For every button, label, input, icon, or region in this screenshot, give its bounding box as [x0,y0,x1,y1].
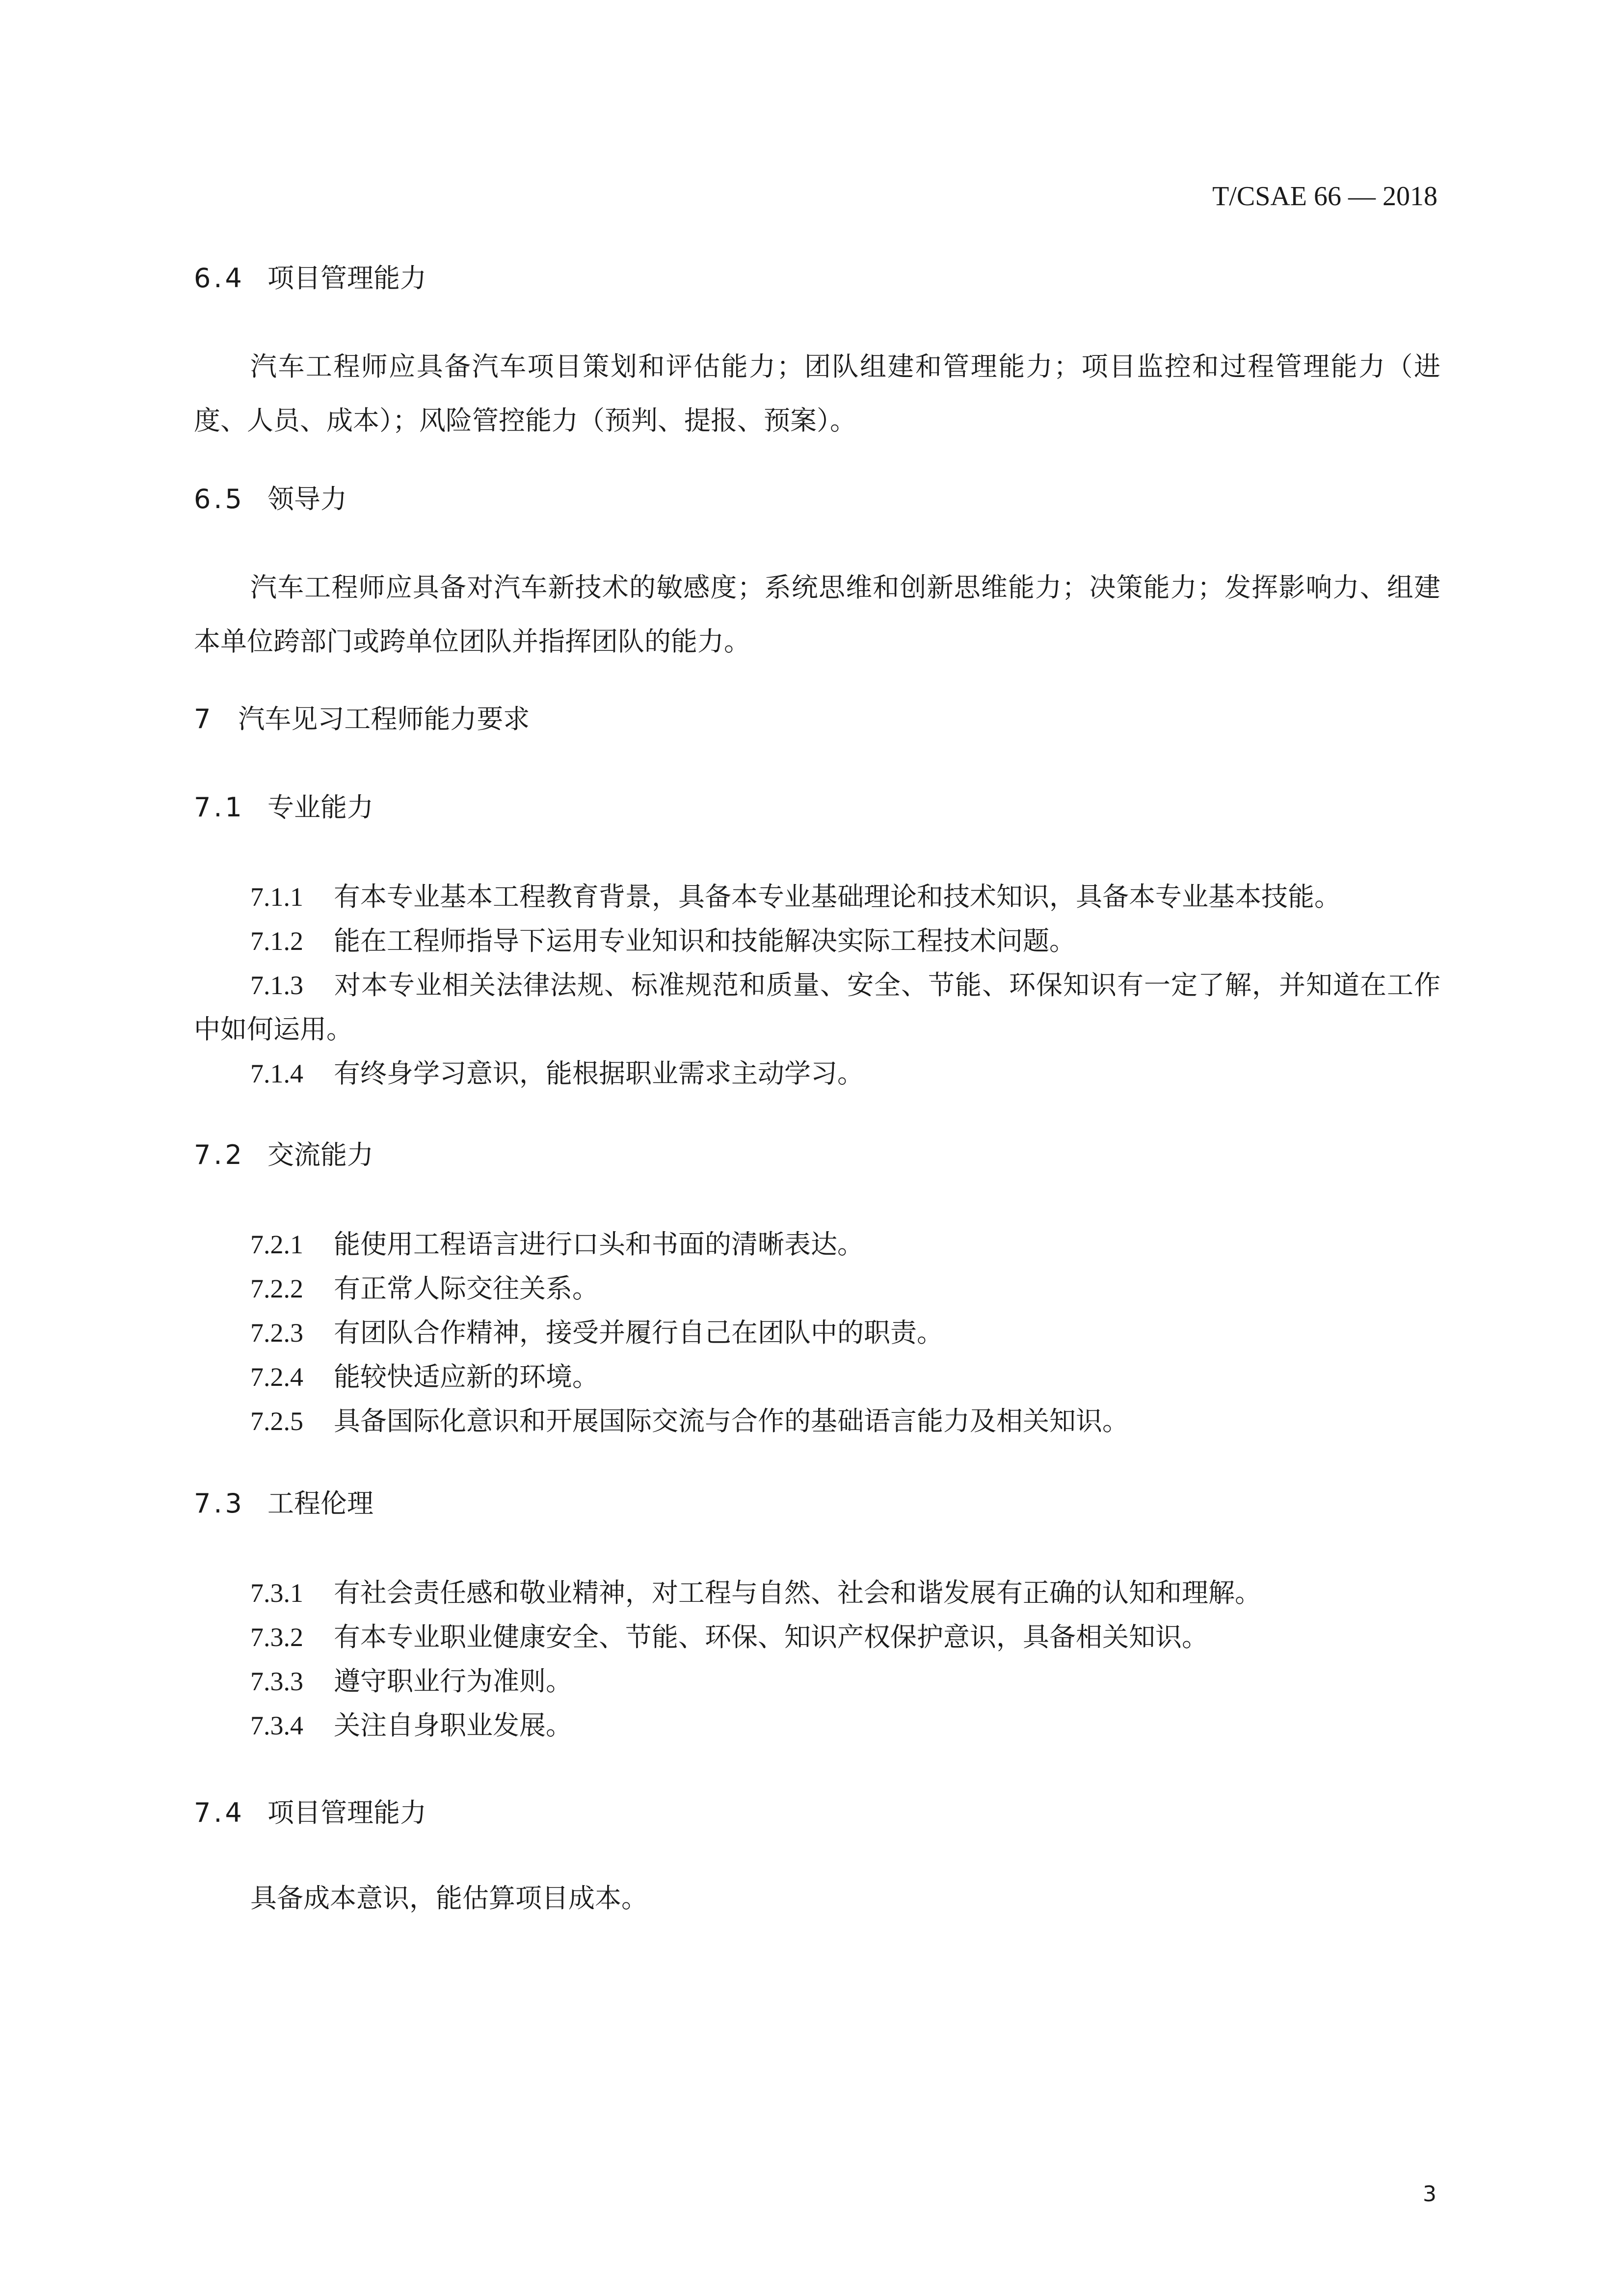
section-title: 领导力 [267,484,347,514]
list-item [194,1052,1440,1096]
list-item [194,1615,1440,1659]
section-number: 6.5 [194,484,245,514]
section-title: 项目管理能力 [267,263,426,294]
item-text: 具备国际化意识和开展国际交流与合作的基础语言能力及相关知识。 [334,1405,1129,1436]
list-item [194,1311,1440,1355]
item-number: 7.3.2 [250,1622,303,1652]
item-number: 7.3.3 [250,1667,303,1696]
section-number: 7.4 [194,1797,245,1828]
list-item [194,1703,1440,1748]
section-paragraph-6-4: 汽车工程师应具备汽车项目策划和评估能力；团队组建和管理能力；项目监控和过程管理能力（进度、人员、成本）；风险管控能力（预判、提报、预案）。 [194,351,1440,436]
item-text: 有正常人际交往关系。 [334,1273,599,1304]
list-item [194,963,1440,1052]
item-number: 7.2.4 [250,1362,303,1392]
item-text: 能在工程师指导下运用专业知识和技能解决实际工程技术问题。 [334,925,1076,956]
standard-code: T/CSAE 66 — 2018 [1212,181,1437,212]
item-number: 7.3.1 [250,1578,303,1608]
list-item [194,1355,1440,1399]
item-text: 能使用工程语言进行口头和书面的清晰表达。 [334,1229,864,1260]
item-text: 有本专业职业健康安全、节能、环保、知识产权保护意识，具备相关知识。 [334,1621,1208,1652]
list-item [194,919,1440,963]
list-item [194,1659,1440,1703]
item-text: 有终身学习意识，能根据职业需求主动学习。 [334,1058,864,1089]
item-number: 7.1.1 [250,882,303,912]
section-heading-6-5 [194,482,347,516]
item-text: 能较快适应新的环境。 [334,1361,599,1392]
section-heading-6-4 [194,261,426,296]
list-item [194,1267,1440,1311]
list-item [194,1222,1440,1267]
section-title: 项目管理能力 [267,1797,426,1828]
section-title: 工程伦理 [267,1488,373,1519]
item-text: 对本专业相关法律法规、标准规范和质量、安全、节能、环保知识有一定了解，并知道在工作中如何运用。 [194,970,1440,1045]
item-text: 有社会责任感和敬业精神，对工程与自然、社会和谐发展有正确的认知和理解。 [334,1577,1261,1608]
section-heading-7-4 [194,1796,426,1830]
item-text: 关注自身职业发展。 [334,1710,572,1741]
chapter-title: 汽车见习工程师能力要求 [238,703,530,734]
item-text: 遵守职业行为准则。 [334,1666,572,1697]
item-text: 有团队合作精神，接受并履行自己在团队中的职责。 [334,1317,943,1348]
section-heading-7-3 [194,1486,373,1521]
item-number: 7.2.3 [250,1318,303,1348]
item-number: 7.1.2 [250,926,303,956]
section-number: 7.2 [194,1139,245,1170]
item-number: 7.2.1 [250,1230,303,1259]
section-heading-7-2 [194,1138,373,1172]
item-number: 7.1.3 [250,971,303,1000]
section-title: 专业能力 [267,792,373,823]
page-number: 3 [1423,2182,1437,2207]
item-number: 7.2.2 [250,1274,303,1303]
item-text: 有本专业基本工程教育背景，具备本专业基础理论和技术知识，具备本专业基本技能。 [334,881,1341,912]
section-paragraph-6-5: 汽车工程师应具备对汽车新技术的敏感度；系统思维和创新思维能力；决策能力；发挥影响力、组建本单位跨部门或跨单位团队并指挥团队的能力。 [194,572,1440,657]
section-number: 7.3 [194,1488,245,1519]
chapter-heading-7 [194,702,530,736]
section-paragraph-7-4: 具备成本意识，能估算项目成本。 [250,1883,648,1914]
section-number: 6.4 [194,263,245,294]
item-number: 7.2.5 [250,1406,303,1436]
list-item [194,1571,1440,1615]
item-number: 7.1.4 [250,1059,303,1088]
section-title: 交流能力 [267,1139,373,1170]
list-item [194,1399,1440,1443]
chapter-number: 7 [194,703,214,734]
item-number: 7.3.4 [250,1711,303,1740]
section-number: 7.1 [194,792,245,823]
section-heading-7-1 [194,790,373,825]
list-item [194,875,1440,919]
